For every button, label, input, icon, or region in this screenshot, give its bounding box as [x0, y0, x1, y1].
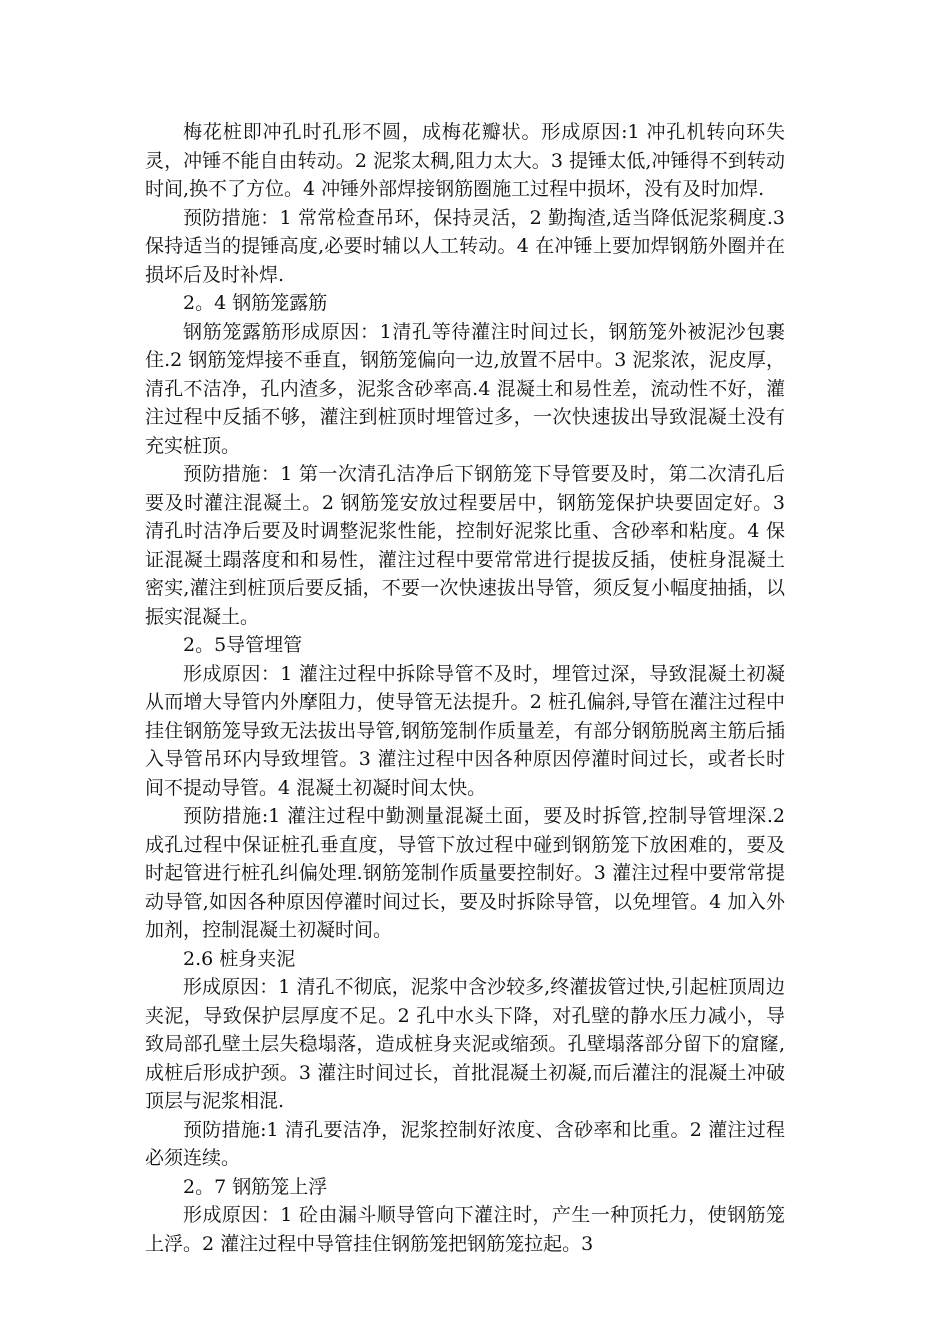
section-heading-2-4: 2。4 钢筋笼露筋 — [183, 292, 328, 314]
document-body — [145, 118, 785, 1258]
paragraph-mud-inclusion-cause: 形成原因：1 清孔不彻底，泥浆中含沙较多,终灌拔管过快,引起桩顶周边夹泥，导致保护层厚度不足。2 孔中水头下降，对孔壁的静水压力减小，导致局部孔壁土层失稳塌落，造成桩身夹泥或缩颈。孔壁塌落部分留下的窟窿,成桩后形成护颈。3 灌注时间过长，首批混凝土初凝,而后灌注的混凝土冲破顶层与泥浆相混. — [145, 976, 785, 1112]
paragraph-cage-floating-cause: 形成原因：1 砼由漏斗顺导管向下灌注时，产生一种顶托力，使钢筋笼上浮。2 灌注过程中导管挂住钢筋笼把钢筋笼拉起。3 — [145, 1204, 785, 1255]
paragraph-buried-pipe-prevention: 预防措施:1 灌注过程中勤测量混凝土面，要及时拆管,控制导管埋深.2 成孔过程中保证桩孔垂直度，导管下放过程中碰到钢筋笼下放困难的，要及时起管进行桩孔纠偏处理.钢筋笼制作质量要控制好。3 灌注过程中要常常提动导管,如因各种原因停灌时间过长，要及时拆除导管，以免埋管。4 加入外加剂，控制混凝土初凝时间。 — [145, 805, 785, 941]
paragraph-exposed-rebar-prevention: 预防措施：1 第一次清孔洁净后下钢筋笼下导管要及时，第二次清孔后要及时灌注混凝土。2 钢筋笼安放过程要居中，钢筋笼保护块要固定好。3 清孔时洁净后要及时调整泥浆性能，控制好泥浆比重、含砂率和粘度。4 保证混凝土蹋落度和和易性，灌注过程中要常常进行提拔反插，使桩身混凝土密实,灌注到桩顶后要反插，不要一次快速拔出导管，须反复小幅度抽插，以振实混凝土。 — [145, 463, 785, 628]
paragraph-prevention-plum-blossom: 预防措施：1 常常检查吊环，保持灵活，2 勤掏渣,适当降低泥浆稠度.3 保持适当的提锤高度,必要时辅以人工转动。4 在冲锤上要加焊钢筋外圈并在损坏后及时补焊. — [145, 206, 785, 286]
section-heading-2-7: 2。7 钢筋笼上浮 — [183, 1175, 328, 1198]
paragraph-mud-inclusion-prevention: 预防措施:1 清孔要洁净，泥浆控制好浓度、含砂率和比重。2 灌注过程必须连续。 — [145, 1118, 785, 1169]
paragraph-buried-pipe-cause: 形成原因：1 灌注过程中拆除导管不及时，埋管过深，导致混凝土初凝从而增大导管内外摩阻力，使导管无法提升。2 桩孔偏斜,导管在灌注过程中挂住钢筋笼导致无法拔出导管,钢筋笼制作质量差，有部分钢筋脱离主筋后插入导管吊环内导致埋管。3 灌注过程中因各种原因停灌时间过长，或者长时间不提动导管。4 混凝土初凝时间太快。 — [145, 662, 785, 799]
section-heading-2-6: 2.6 桩身夹泥 — [183, 947, 296, 970]
paragraph-plum-blossom-pile: 梅花桩即冲孔时孔形不圆，成梅花瓣状。形成原因:1 冲孔机转向环失灵，冲锤不能自由转动。2 泥浆太稠,阻力太大。3 提锤太低,冲锤得不到转动时间,换不了方位。4 冲锤外部焊接钢筋圈施工过程中损坏，没有及时加焊. — [145, 121, 785, 200]
paragraph-exposed-rebar-cause: 钢筋笼露筋形成原因：1清孔等待灌注时间过长，钢筋笼外被泥沙包裹住.2 钢筋笼焊接不垂直，钢筋笼偏向一边,放置不居中。3 泥浆浓，泥皮厚，清孔不洁净，孔内渣多，泥浆含砂率高.4 混凝土和易性差，流动性不好，灌注过程中反插不够，灌注到桩顶时埋管过多，一次快速拔出导致混凝土没有充实桩顶。 — [145, 320, 785, 457]
section-heading-2-5: 2。5导管埋管 — [183, 634, 303, 656]
